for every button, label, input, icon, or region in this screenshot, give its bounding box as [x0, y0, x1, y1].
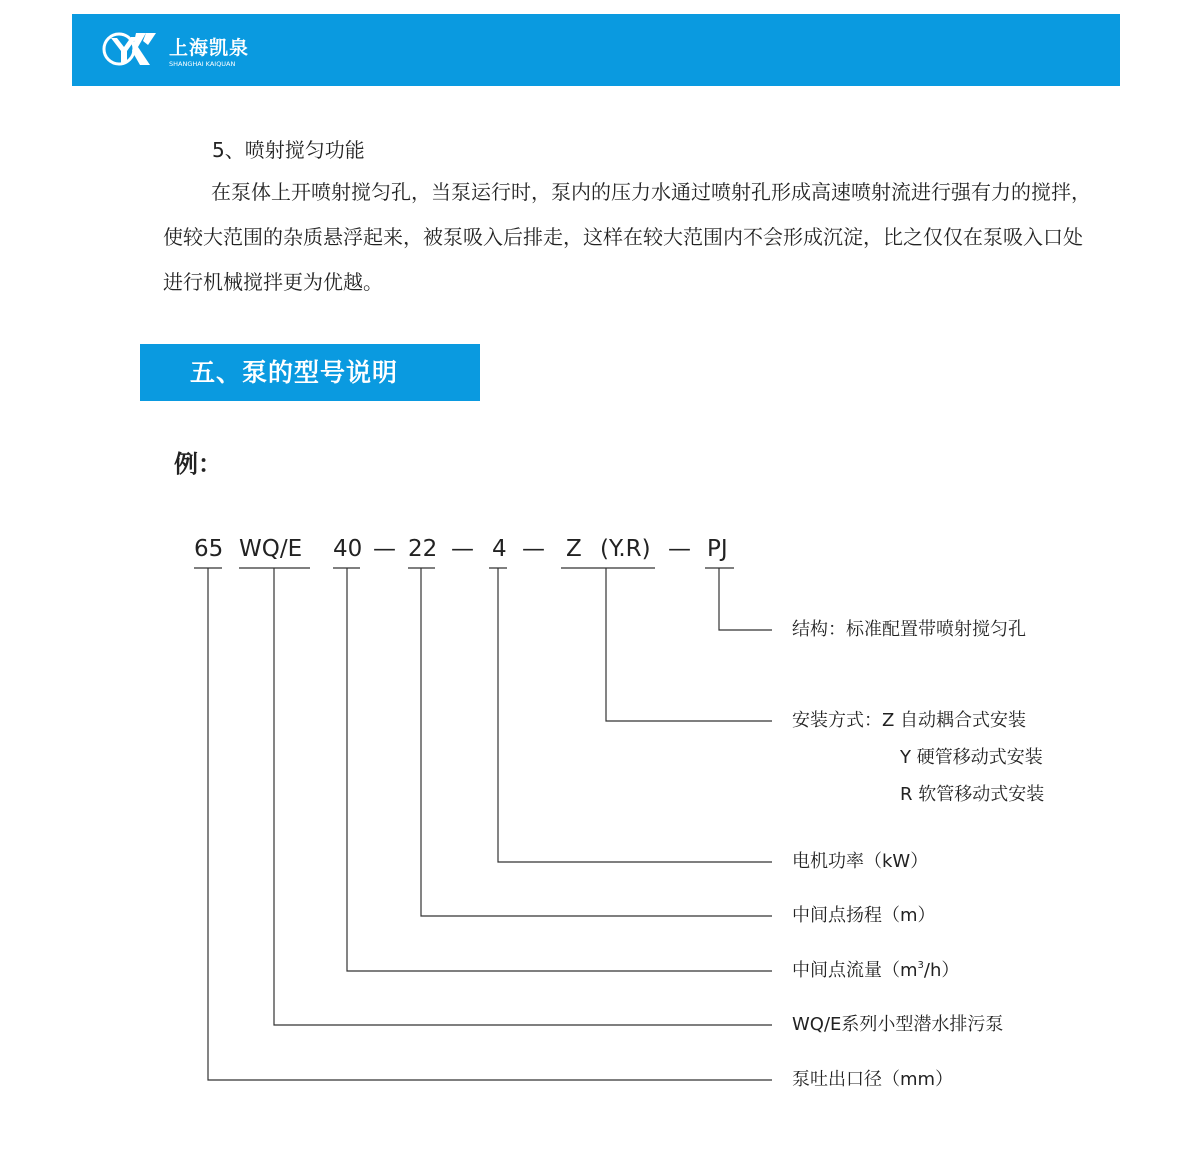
section-title: 五、泵的型号说明 [190, 358, 399, 387]
logo-text-cn: 上海凯泉 [169, 37, 250, 59]
desc-install-y: Y 硬管移动式安装 [900, 747, 1043, 768]
model-part-head: 22 [408, 536, 438, 562]
model-part-install: Z [566, 536, 582, 562]
desc-outlet: 泵吐出口径（mm） [792, 1069, 954, 1090]
model-dash: — [668, 536, 691, 562]
model-part-outlet: 65 [194, 536, 224, 562]
model-part-structure: PJ [707, 536, 728, 562]
desc-structure: 结构：标准配置带喷射搅匀孔 [792, 619, 1026, 640]
desc-install-r: R 软管移动式安装 [900, 784, 1045, 805]
desc-flow [792, 959, 959, 983]
logo-text-en: SHANGHAI KAIQUAN [169, 60, 236, 68]
model-part-flow: 40 [333, 536, 363, 562]
model-dash: — [522, 536, 545, 562]
desc-power: 电机功率（kW） [792, 851, 929, 872]
desc-flow-prefix: 中间点流量（m [792, 960, 918, 981]
desc-head: 中间点扬程（m） [792, 905, 936, 926]
model-dash: — [451, 536, 474, 562]
model-part-power: 4 [492, 536, 507, 562]
desc-install-z: 安装方式：Z 自动耦合式安装 [792, 710, 1027, 731]
desc-flow-suffix: /h） [923, 960, 960, 981]
model-dash: — [373, 536, 396, 562]
desc-flow-sup: 3 [917, 960, 924, 971]
model-part-series: WQ/E [239, 536, 303, 562]
model-part-install-alt: (Y.R) [600, 536, 651, 562]
feature-title: 5、喷射搅匀功能 [212, 138, 365, 162]
feature-paragraph: 在泵体上开喷射搅匀孔，当泵运行时，泵内的压力水通过喷射孔形成高速喷射流进行强有力的搅拌，使较大范围的杂质悬浮起来，被泵吸入后排走，这样在较大范围内不会形成沉淀，比之仅仅在泵吸入口处进行机械搅拌更为优越。 [163, 180, 1091, 294]
example-label: 例： [174, 450, 222, 478]
desc-series: WQ/E系列小型潜水排污泵 [792, 1014, 1004, 1035]
